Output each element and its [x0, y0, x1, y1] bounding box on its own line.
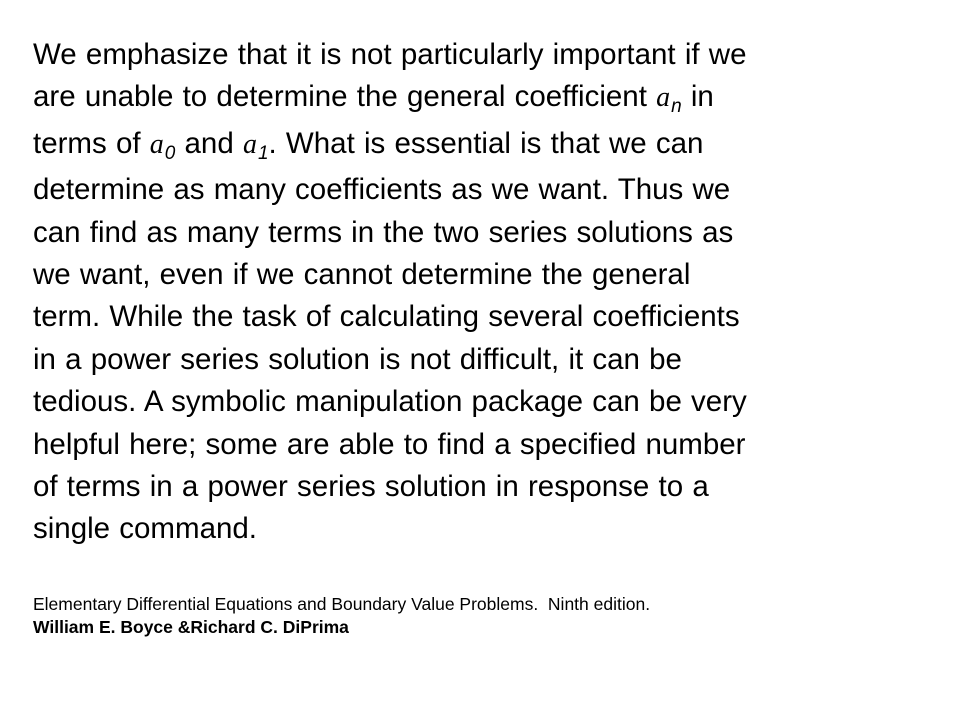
- coefficient-a1: [242, 128, 269, 164]
- text-line: [33, 123, 933, 169]
- math-variable: a: [242, 128, 257, 160]
- coefficient-an: [656, 82, 682, 118]
- text-line: helpful here; some are able to find a specified number: [33, 427, 746, 461]
- text-line: We emphasize that it is not particularly important if we: [33, 38, 747, 71]
- math-subscript: 1: [257, 142, 269, 164]
- text-line: we want, even if we cannot determine the general: [33, 258, 691, 292]
- text-line: in a power series solution is not difficult, it can be: [33, 342, 682, 376]
- text-segment: and: [175, 126, 243, 160]
- math-variable: a: [656, 82, 671, 114]
- text-line: can find as many terms in the two series solutions as: [33, 215, 734, 249]
- body-paragraph: [33, 34, 933, 551]
- text-segment: terms of: [33, 126, 150, 160]
- citation-book-title: Elementary Differential Equations and Boundary Value Problems. Ninth edition.: [33, 594, 651, 614]
- text-line: term. While the task of calculating several coefficients: [33, 300, 740, 334]
- citation-authors: William E. Boyce &Richard C. DiPrima: [33, 617, 349, 637]
- text-segment: in: [681, 80, 714, 114]
- text-line: of terms in a power series solution in response to a: [33, 470, 709, 504]
- citation: [33, 593, 650, 639]
- math-variable: a: [149, 128, 164, 160]
- text-line: [33, 76, 933, 122]
- text-line: tedious. A symbolic manipulation package can be very: [33, 385, 747, 419]
- math-subscript: n: [671, 96, 682, 118]
- text-line: determine as many coefficients as we want. Thus we: [33, 173, 731, 207]
- math-subscript: 0: [164, 142, 176, 164]
- text-line: single command.: [33, 512, 257, 546]
- text-segment: . What is essential is that we can: [268, 126, 704, 160]
- text-segment: are unable to determine the general coefficient: [33, 80, 657, 114]
- coefficient-a0: [149, 128, 176, 164]
